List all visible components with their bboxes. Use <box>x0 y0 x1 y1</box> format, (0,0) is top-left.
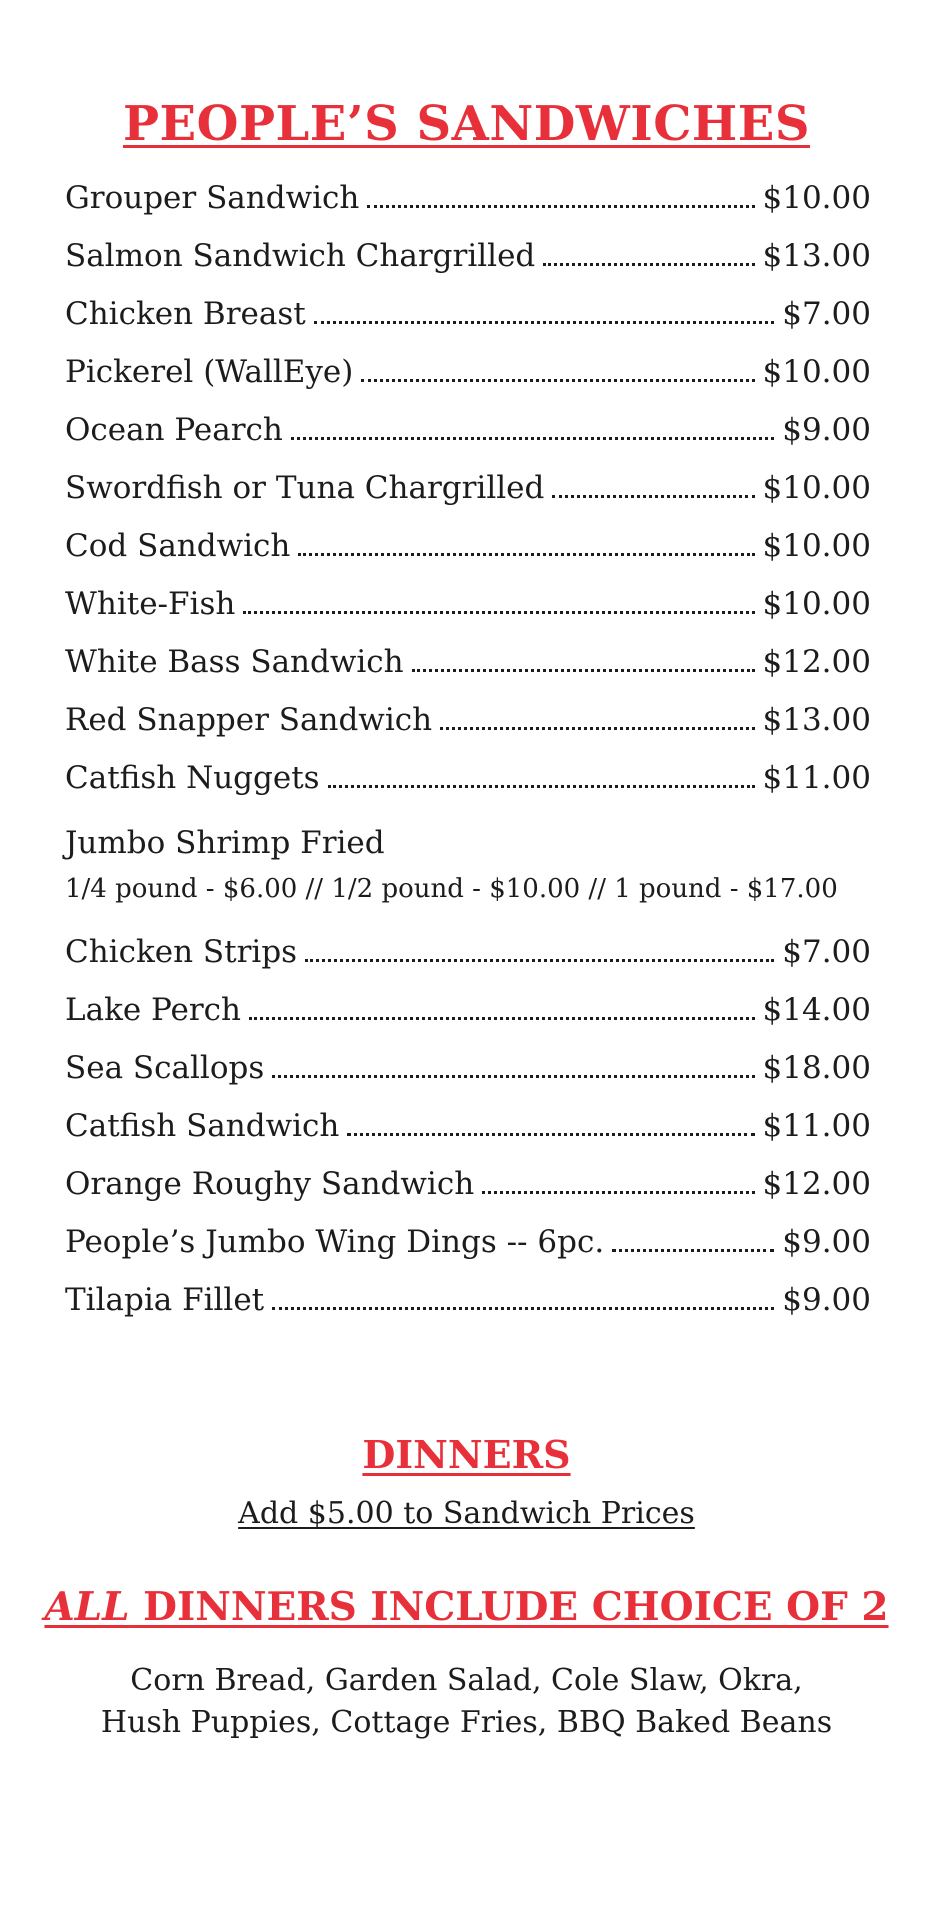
page-title: PEOPLE’S SANDWICHES <box>122 96 811 152</box>
shrimp-item <box>65 818 871 934</box>
menu-item <box>65 1108 871 1166</box>
side-choices-line-2: Hush Puppies, Cottage Fries, BBQ Baked Beans <box>100 1705 833 1740</box>
item-price: $11.00 <box>762 760 871 796</box>
item-name: Swordfish or Tuna Chargrilled <box>65 470 545 506</box>
item-price: $14.00 <box>762 992 871 1028</box>
item-price: $12.00 <box>762 1166 871 1202</box>
side-choices <box>0 1660 933 1744</box>
menu-item <box>65 992 871 1050</box>
menu-item <box>65 1166 871 1224</box>
menu-item <box>65 180 871 238</box>
menu-item <box>65 528 871 586</box>
menu-item <box>65 586 871 644</box>
menu-item <box>65 354 871 412</box>
item-name: Chicken Breast <box>65 296 306 332</box>
dot-leader <box>482 1191 754 1194</box>
dot-leader <box>272 1307 774 1310</box>
dinners-price-note: Add $5.00 to Sandwich Prices <box>238 1496 695 1531</box>
side-choices-line-1: Corn Bread, Garden Salad, Cole Slaw, Okra, <box>130 1663 803 1698</box>
item-name: Catfish Sandwich <box>65 1108 340 1144</box>
item-price: $13.00 <box>762 238 871 274</box>
menu-item <box>65 412 871 470</box>
menu-item <box>65 934 871 992</box>
dot-leader <box>314 321 775 324</box>
item-name: Ocean Pearch <box>65 412 283 448</box>
dot-leader <box>291 437 774 440</box>
dot-leader <box>328 785 755 788</box>
dot-leader <box>305 959 774 962</box>
item-price: $9.00 <box>782 412 871 448</box>
item-price: $9.00 <box>782 1282 871 1318</box>
menu-item <box>65 296 871 354</box>
item-name: Orange Roughy Sandwich <box>65 1166 475 1202</box>
dot-leader <box>440 727 754 730</box>
menu-item <box>65 238 871 296</box>
dinners-heading: DINNERS <box>362 1432 571 1477</box>
item-price: $7.00 <box>782 296 871 332</box>
dot-leader <box>361 379 754 382</box>
dot-leader <box>272 1075 754 1078</box>
menu-item <box>65 470 871 528</box>
item-name: White-Fish <box>65 586 236 622</box>
shrimp-prices: 1/4 pound - $6.00 // 1/2 pound - $10.00 // 1 pound - $17.00 <box>65 874 838 904</box>
menu-item <box>65 702 871 760</box>
item-price: $13.00 <box>762 702 871 738</box>
dinners-include-heading <box>0 1584 933 1630</box>
dot-leader <box>367 205 754 208</box>
item-price: $10.00 <box>762 354 871 390</box>
item-name: Cod Sandwich <box>65 528 291 564</box>
dot-leader <box>552 495 754 498</box>
item-price: $9.00 <box>782 1224 871 1260</box>
shrimp-name: Jumbo Shrimp Fried <box>65 825 385 861</box>
item-price: $7.00 <box>782 934 871 970</box>
include-heading-text: DINNERS INCLUDE CHOICE OF 2 <box>129 1584 889 1630</box>
dot-leader <box>612 1249 774 1252</box>
item-price: $10.00 <box>762 180 871 216</box>
item-price: $10.00 <box>762 586 871 622</box>
item-price: $11.00 <box>762 1108 871 1144</box>
item-name: Sea Scallops <box>65 1050 265 1086</box>
menu-item <box>65 1224 871 1282</box>
item-name: White Bass Sandwich <box>65 644 404 680</box>
item-price: $18.00 <box>762 1050 871 1086</box>
item-price: $10.00 <box>762 528 871 564</box>
item-name: Salmon Sandwich Chargrilled <box>65 238 536 274</box>
item-name: Red Snapper Sandwich <box>65 702 433 738</box>
item-name: Catfish Nuggets <box>65 760 320 796</box>
item-name: Tilapia Fillet <box>65 1282 265 1318</box>
item-name: Pickerel (WallEye) <box>65 354 354 390</box>
item-name: Grouper Sandwich <box>65 180 360 216</box>
dot-leader <box>243 611 754 614</box>
menu-item <box>65 1282 871 1340</box>
item-price: $10.00 <box>762 470 871 506</box>
dot-leader <box>347 1133 754 1136</box>
item-price: $12.00 <box>762 644 871 680</box>
dot-leader <box>249 1017 755 1020</box>
dot-leader <box>298 553 754 556</box>
menu-item <box>65 760 871 818</box>
dot-leader <box>543 263 754 266</box>
menu-item <box>65 1050 871 1108</box>
all-emphasis: ALL <box>44 1584 130 1630</box>
item-name: People’s Jumbo Wing Dings -- 6pc. <box>65 1224 605 1260</box>
dot-leader <box>412 669 755 672</box>
menu-item <box>65 644 871 702</box>
sandwich-list <box>65 180 871 1340</box>
item-name: Chicken Strips <box>65 934 298 970</box>
item-name: Lake Perch <box>65 992 242 1028</box>
